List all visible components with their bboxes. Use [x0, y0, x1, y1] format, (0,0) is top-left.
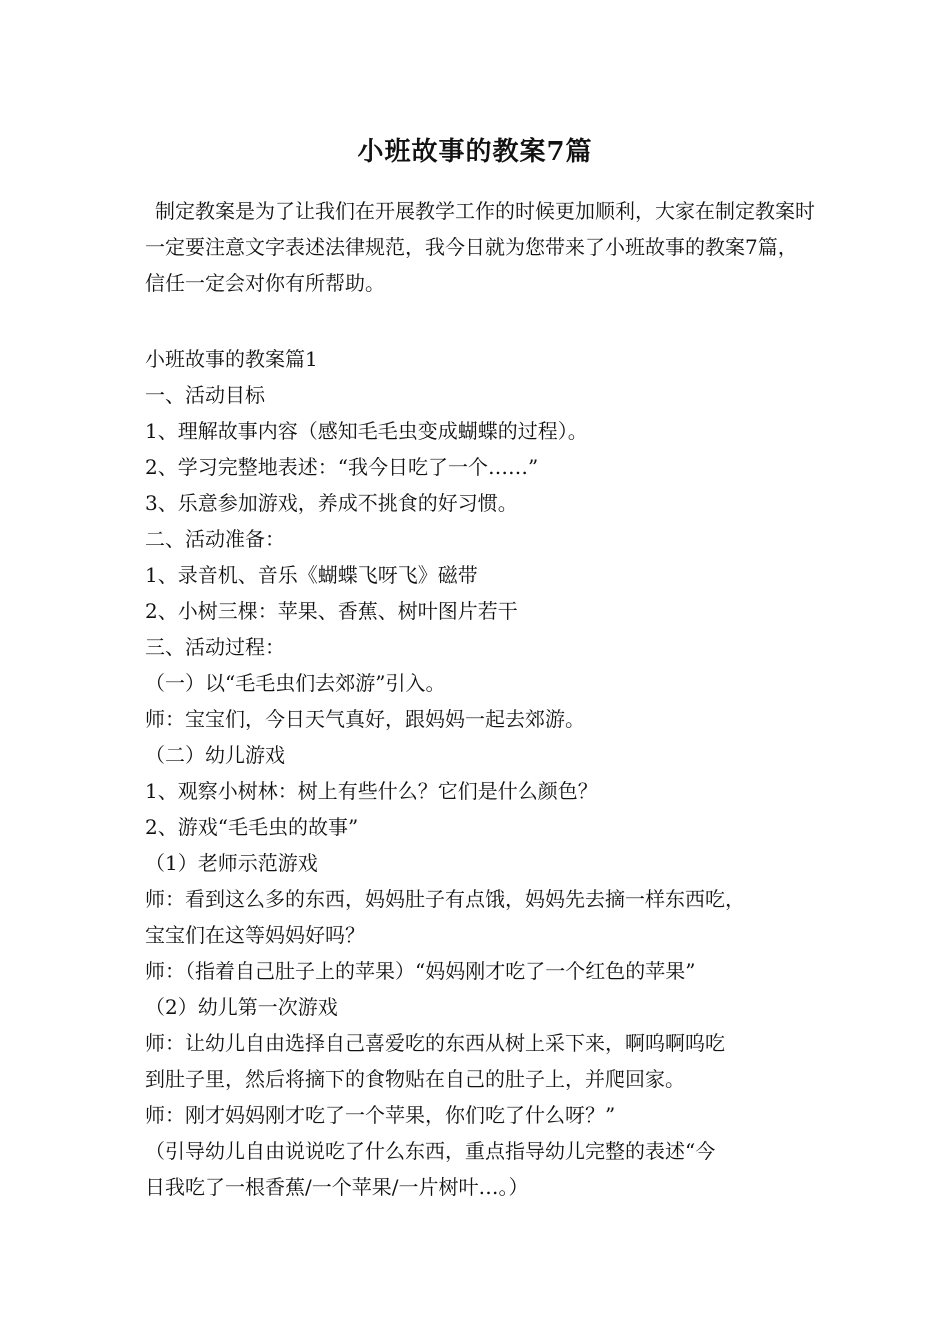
body-line: （2）幼儿第一次游戏 [145, 995, 338, 1019]
body-line: （一）以“毛毛虫们去郊游”引入。 [145, 671, 446, 695]
document-title: 小班故事的教案7篇 [357, 137, 593, 167]
body-line: （二）幼儿游戏 [145, 743, 285, 767]
document-body [145, 341, 835, 1205]
body-line: 二、活动准备： [145, 527, 285, 551]
body-line: 宝宝们在这等妈妈好吗？ [145, 923, 365, 947]
intro-paragraph: 制定教案是为了让我们在开展教学工作的时候更加顺利，大家在制定教案时一定要注意文字表述法律规范，我今日就为您带来了小班故事的教案7篇，信任一定会对你有所帮助。 [145, 199, 815, 295]
body-line: （引导幼儿自由说说吃了什么东西，重点指导幼儿完整的表述“今 [145, 1139, 716, 1163]
body-line: 师：看到这么多的东西，妈妈肚子有点饿，妈妈先去摘一样东西吃， [145, 887, 745, 911]
body-line: 小班故事的教案篇1 [145, 347, 318, 371]
body-line: 1、录音机、音乐《蝴蝶飞呀飞》磁带 [145, 563, 478, 587]
body-line: 三、活动过程： [145, 635, 285, 659]
body-line: 3、乐意参加游戏，养成不挑食的好习惯。 [145, 491, 518, 515]
body-line: 1、观察小树林：树上有些什么？它们是什么颜色？ [145, 779, 598, 803]
body-line: 日我吃了一根香蕉/一个苹果/一片树叶…。） [145, 1175, 529, 1199]
body-line: 师：宝宝们，今日天气真好，跟妈妈一起去郊游。 [145, 707, 585, 731]
body-line: 2、学习完整地表述：“我今日吃了一个……” [145, 455, 539, 479]
body-line: 师：让幼儿自由选择自己喜爱吃的东西从树上采下来，啊呜啊呜吃 [145, 1031, 725, 1055]
body-line: 2、游戏“毛毛虫的故事” [145, 815, 359, 839]
body-line: 师：（指着自己肚子上的苹果）“妈妈刚才吃了一个红色的苹果” [145, 959, 696, 983]
body-line: 一、活动目标 [145, 383, 265, 407]
body-line: 1、理解故事内容（感知毛毛虫变成蝴蝶的过程）。 [145, 419, 588, 443]
body-line: 到肚子里，然后将摘下的食物贴在自己的肚子上，并爬回家。 [145, 1067, 685, 1091]
body-line: （1）老师示范游戏 [145, 851, 318, 875]
body-line: 2、小树三棵：苹果、香蕉、树叶图片若干 [145, 599, 518, 623]
body-line: 师：刚才妈妈刚才吃了一个苹果，你们吃了什么呀？” [145, 1103, 616, 1127]
